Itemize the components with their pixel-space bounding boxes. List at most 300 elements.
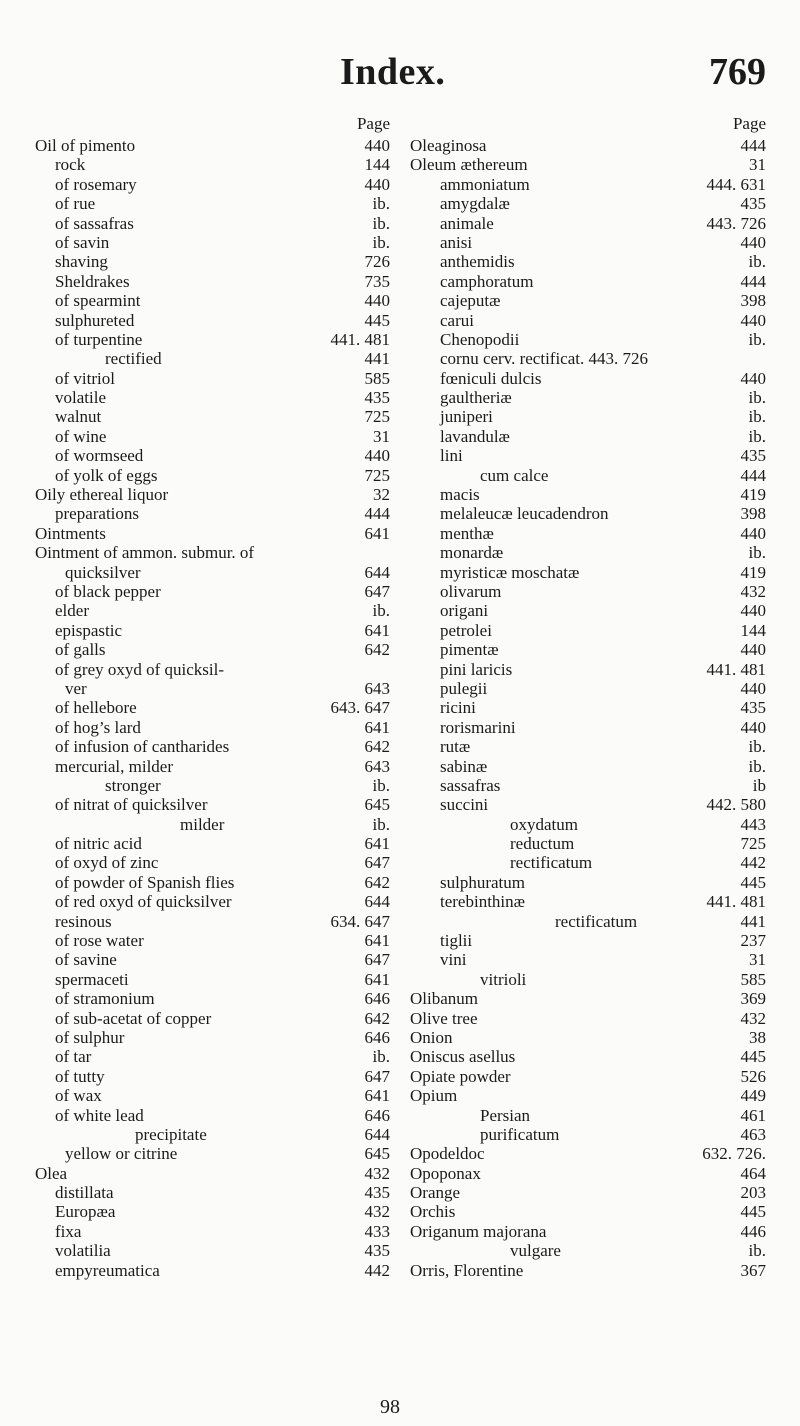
index-entry [410, 1125, 770, 1144]
index-entry [410, 1222, 770, 1241]
index-entry-term: lavandulæ [440, 426, 510, 446]
index-entry-page: 442 [740, 853, 766, 873]
index-entry-term: of stramonium [55, 989, 155, 1009]
index-entry-page: 725 [740, 834, 766, 854]
index-entry-term: Opium [410, 1086, 458, 1106]
index-entry-page: 644 [364, 892, 390, 912]
index-entry-term: of grey oxyd of quicksil- [55, 659, 225, 679]
index-entry-term: walnut [55, 407, 102, 427]
index-entry-page: ib. [748, 1241, 766, 1261]
index-entry [35, 815, 405, 834]
index-entry-page: 445 [740, 1047, 766, 1067]
index-entry-term: preparations [55, 504, 140, 524]
index-entry-term: sulphureted [55, 310, 135, 330]
index-entry-page: 441 [740, 911, 766, 931]
index-entry [35, 194, 405, 213]
index-entry-page: 419 [740, 562, 766, 582]
index-entry [35, 1047, 405, 1066]
index-entry-term: reductum [510, 834, 575, 854]
index-entry [35, 1028, 405, 1047]
index-entry [35, 582, 405, 601]
index-entry [35, 136, 405, 155]
index-entry [410, 1028, 770, 1047]
index-entry-page: 435 [740, 698, 766, 718]
index-entry-page: 646 [364, 1027, 390, 1047]
index-entry-term: Orange [410, 1183, 461, 1203]
index-entry-page: 443. 726 [706, 213, 766, 233]
index-entry [410, 407, 770, 426]
index-entry [410, 1144, 770, 1163]
index-entry-page: 642 [364, 1008, 390, 1028]
index-entry-term: succini [440, 795, 489, 815]
index-entry-term: of hellebore [55, 698, 137, 718]
index-entry [35, 407, 405, 426]
index-entry-term: Origanum majorana [410, 1221, 547, 1241]
index-entry [35, 1106, 405, 1125]
index-entry [35, 853, 405, 872]
index-entry-page: 585 [364, 368, 390, 388]
index-entry-page: ib. [372, 1047, 390, 1067]
index-entry [35, 679, 405, 698]
index-entry [35, 912, 405, 931]
index-entry-page: 433 [364, 1221, 390, 1241]
index-entry-term: menthæ [440, 523, 494, 543]
index-entry [35, 563, 405, 582]
index-entry-term: Oil of pimento [35, 136, 136, 155]
index-entry-page: 643 [364, 678, 390, 698]
index-entry-page: 440 [364, 291, 390, 311]
index-entry-page: 419 [740, 485, 766, 505]
index-entry-page: 369 [740, 989, 766, 1009]
index-entry-page: 38 [749, 1027, 766, 1047]
index-entry-page: 444 [740, 465, 766, 485]
index-entry-term: of rue [55, 194, 96, 214]
index-entry-page: 31 [749, 950, 766, 970]
index-entry-page: 647 [364, 1066, 390, 1086]
index-entry-page: 237 [740, 931, 766, 951]
index-entry [410, 175, 770, 194]
index-entry [410, 272, 770, 291]
index-entry-page: 632. 726. [702, 1144, 766, 1164]
index-entry [35, 1125, 405, 1144]
index-entry [35, 466, 405, 485]
index-entry-term: sabinæ [440, 756, 488, 776]
index-entry-term: of sassafras [55, 213, 134, 233]
index-entry [410, 660, 770, 679]
index-entry [35, 970, 405, 989]
index-entry-term: lini [440, 446, 463, 466]
index-entry-page: 432 [740, 1008, 766, 1028]
index-entry-term: quicksilver [65, 562, 141, 582]
index-entry-term: ver [65, 678, 87, 698]
index-entry [410, 524, 770, 543]
index-entry-term: resinous [55, 911, 112, 931]
index-entry-page: 641 [364, 969, 390, 989]
index-entry-term: of white lead [55, 1105, 144, 1125]
index-entry-page: 463 [740, 1124, 766, 1144]
index-entry-term: Opoponax [410, 1163, 481, 1183]
index-entry-page: 440 [740, 717, 766, 737]
index-entry-page: ib. [372, 775, 390, 795]
index-entry-page: 444 [364, 504, 390, 524]
index-entry-term: gaultheriæ [440, 388, 512, 408]
index-entry-page: 440 [740, 523, 766, 543]
index-entry-term: animale [440, 213, 494, 233]
index-entry-term: of vitriol [55, 368, 115, 388]
index-entry-list [35, 136, 405, 1280]
index-entry [35, 543, 405, 562]
page-title: Index. [340, 51, 446, 93]
index-entry [35, 1164, 405, 1183]
index-entry-page: 643 [364, 756, 390, 776]
index-entry-term: Persian [480, 1105, 531, 1125]
index-entry-term: of savin [55, 232, 110, 252]
index-entry [410, 1047, 770, 1066]
index-entry [35, 892, 405, 911]
index-entry [410, 757, 770, 776]
index-entry-term: precipitate [135, 1124, 207, 1144]
index-entry-page: 441. 481 [706, 659, 766, 679]
index-entry [410, 427, 770, 446]
index-entry-page: 144 [740, 620, 766, 640]
index-entry-page: 444 [740, 271, 766, 291]
index-entry [410, 388, 770, 407]
page-number: 769 [709, 51, 766, 93]
index-entry-page: 31 [373, 426, 390, 446]
index-entry-page: ib. [748, 737, 766, 757]
signature-mark: 98 [380, 1396, 400, 1418]
index-entry-term: Orchis [410, 1202, 456, 1222]
index-entry [410, 1202, 770, 1221]
index-entry-page: 642 [364, 640, 390, 660]
index-entry-term: of nitrat of quicksilver [55, 795, 208, 815]
index-entry-page: ib. [748, 543, 766, 563]
index-entry [410, 679, 770, 698]
index-entry-term: carui [440, 310, 474, 330]
index-entry-term: spermaceti [55, 969, 129, 989]
index-entry-term: origani [440, 601, 489, 621]
index-entry [410, 989, 770, 1008]
index-entry-term: of infusion of cantharides [55, 737, 230, 757]
index-entry [35, 718, 405, 737]
index-entry-term: vulgare [510, 1241, 561, 1261]
index-entry-page: 432 [364, 1163, 390, 1183]
index-entry [35, 155, 405, 174]
index-entry [35, 1183, 405, 1202]
index-entry-page: 526 [740, 1066, 766, 1086]
index-entry-page: 144 [364, 155, 390, 175]
index-entry-page: ib [752, 775, 766, 795]
index-entry-term: of tar [55, 1047, 92, 1067]
index-entry [410, 718, 770, 737]
index-entry-term: sassafras [440, 775, 501, 795]
index-entry [35, 349, 405, 368]
index-entry-page: 442 [364, 1260, 390, 1280]
index-entry [35, 485, 405, 504]
index-entry [410, 155, 770, 174]
index-entry-page: 440 [740, 678, 766, 698]
index-entry-page: 435 [740, 194, 766, 214]
index-entry-page: ib. [748, 252, 766, 272]
index-entry-term: yellow or citrine [65, 1144, 178, 1164]
index-entry [410, 466, 770, 485]
index-entry-page: 643. 647 [330, 698, 390, 718]
index-entry-page: ib. [372, 213, 390, 233]
index-entry-term: volatilia [55, 1241, 111, 1261]
index-entry-term: olivarum [440, 581, 502, 601]
index-entry-term: of sulphur [55, 1027, 125, 1047]
index-entry-term: terebinthinæ [440, 892, 525, 912]
index-entry [35, 931, 405, 950]
index-entry-term: Opodeldoc [410, 1144, 485, 1164]
index-entry-page: 440 [740, 310, 766, 330]
index-entry-page: 642 [364, 737, 390, 757]
index-entry [35, 504, 405, 523]
index-entry-term: purificatum [480, 1124, 560, 1144]
index-entry [35, 795, 405, 814]
index-entry-page: 449 [740, 1086, 766, 1106]
index-entry-page: 446 [740, 1221, 766, 1241]
index-entry-page: 435 [740, 446, 766, 466]
index-entry [410, 485, 770, 504]
index-entry [35, 989, 405, 1008]
index-entry-page: 641 [364, 834, 390, 854]
index-entry-term: Onion [410, 1027, 453, 1047]
index-entry-term: cornu cerv. rectificat. 443. 726 [440, 349, 649, 369]
index-entry-page: 445 [740, 872, 766, 892]
index-entry-page: 442. 580 [706, 795, 766, 815]
index-entry [35, 233, 405, 252]
index-entry-page: 398 [740, 504, 766, 524]
index-entry-page: ib. [748, 388, 766, 408]
index-entry-page: 641 [364, 717, 390, 737]
index-entry-term: of yolk of eggs [55, 465, 158, 485]
index-entry-term: rectificatum [510, 853, 593, 873]
index-entry-page: 443 [740, 814, 766, 834]
index-entry-page: ib. [372, 194, 390, 214]
index-entry-term: sulphuratum [440, 872, 525, 892]
index-entry [35, 175, 405, 194]
index-entry [35, 776, 405, 795]
index-entry-page: 641 [364, 931, 390, 951]
index-entry [410, 1009, 770, 1028]
index-entry-page: 440 [364, 136, 390, 155]
index-entry-term: of wormseed [55, 446, 144, 466]
index-entry [35, 1222, 405, 1241]
index-entry-term: camphoratum [440, 271, 534, 291]
index-entry [410, 1261, 770, 1280]
index-entry [410, 349, 770, 368]
index-entry [35, 660, 405, 679]
index-entry-page: 203 [740, 1183, 766, 1203]
index-entry [35, 388, 405, 407]
index-entry-page: ib. [372, 601, 390, 621]
index-entry-page: 646 [364, 1105, 390, 1125]
index-entry [35, 1086, 405, 1105]
index-entry-term: Olibanum [410, 989, 478, 1009]
index-entry [35, 524, 405, 543]
index-entry-page: 646 [364, 989, 390, 1009]
index-entry [35, 1261, 405, 1280]
index-entry-page: 440 [740, 601, 766, 621]
index-entry-page: 444 [740, 136, 766, 155]
index-entry-term: Orris, Florentine [410, 1260, 524, 1280]
index-entry-term: Olive tree [410, 1008, 478, 1028]
index-entry-term: rectificatum [555, 911, 638, 931]
index-entry-term: stronger [105, 775, 161, 795]
index-entry-term: of turpentine [55, 329, 143, 349]
index-entry-page: 725 [364, 407, 390, 427]
index-entry [35, 698, 405, 717]
index-entry-term: Olea [35, 1163, 68, 1183]
index-entry [410, 815, 770, 834]
index-entry-term: of sub-acetat of copper [55, 1008, 212, 1028]
index-entry [410, 214, 770, 233]
index-entry [35, 757, 405, 776]
index-entry [35, 427, 405, 446]
index-entry [35, 252, 405, 271]
index-entry [35, 621, 405, 640]
index-entry [35, 291, 405, 310]
index-column-left [35, 114, 405, 1280]
index-entry [410, 369, 770, 388]
index-entry-term: of savine [55, 950, 117, 970]
index-entry-page: 641 [364, 523, 390, 543]
index-entry [410, 621, 770, 640]
index-column-right [410, 114, 770, 1280]
index-entry [410, 737, 770, 756]
index-entry [410, 853, 770, 872]
index-entry-term: oxydatum [510, 814, 578, 834]
index-entry-page: 644 [364, 1124, 390, 1144]
index-entry-page: 31 [749, 155, 766, 175]
index-entry-page: 435 [364, 1183, 390, 1203]
index-entry-page: 445 [364, 310, 390, 330]
index-entry-term: vini [440, 950, 467, 970]
index-entry-term: volatile [55, 388, 106, 408]
index-entry [410, 776, 770, 795]
index-entry [410, 795, 770, 814]
index-entry-page: 440 [364, 446, 390, 466]
index-entry-term: of rosemary [55, 174, 137, 194]
page-header [0, 50, 800, 100]
index-entry [35, 737, 405, 756]
index-entry [410, 970, 770, 989]
index-entry-term: monardæ [440, 543, 504, 563]
index-entry-term: of black pepper [55, 581, 161, 601]
index-entry [35, 369, 405, 388]
index-entry-page: ib. [748, 426, 766, 446]
index-entry-page: 644 [364, 562, 390, 582]
index-entry-page: 440 [364, 174, 390, 194]
index-entry [410, 1164, 770, 1183]
index-entry-term: of rose water [55, 931, 144, 951]
column-page-heading: Page [732, 114, 766, 133]
index-entry [35, 950, 405, 969]
index-entry-page: 432 [364, 1202, 390, 1222]
index-entry [35, 1202, 405, 1221]
index-entry-term: rectified [105, 349, 162, 369]
index-entry-page: 642 [364, 872, 390, 892]
index-entry-page: 432 [740, 581, 766, 601]
index-entry-term: of galls [55, 640, 106, 660]
index-entry-page: 735 [364, 271, 390, 291]
index-entry-page: 461 [740, 1105, 766, 1125]
index-entry-term: of wax [55, 1086, 102, 1106]
index-entry [35, 1009, 405, 1028]
index-entry-term: Ointment of ammon. submur. of [35, 543, 255, 563]
index-entry-term: of powder of Spanish flies [55, 872, 235, 892]
index-entry [410, 698, 770, 717]
index-entry [410, 873, 770, 892]
index-entry [35, 834, 405, 853]
index-entry [410, 563, 770, 582]
index-entry-term: melaleucæ leucadendron [440, 504, 609, 524]
index-entry-term: juniperi [440, 407, 493, 427]
index-entry [410, 931, 770, 950]
index-entry-page: 440 [740, 368, 766, 388]
index-entry-term: Oily ethereal liquor [35, 485, 169, 505]
index-entry [410, 194, 770, 213]
index-entry [35, 1067, 405, 1086]
index-entry-term: anthemidis [440, 252, 515, 272]
index-entry-term: of tutty [55, 1066, 105, 1086]
index-entry-page: 444. 631 [706, 174, 766, 194]
index-entry [410, 1183, 770, 1202]
index-entry-page: 435 [364, 1241, 390, 1261]
index-entry-term: of hog’s lard [55, 717, 141, 737]
index-entry-term: ricini [440, 698, 476, 718]
index-entry [410, 446, 770, 465]
index-entry [410, 950, 770, 969]
index-entry [410, 582, 770, 601]
index-entry-page: 464 [740, 1163, 766, 1183]
index-entry [410, 136, 770, 155]
index-entry [410, 892, 770, 911]
index-entry-term: amygdalæ [440, 194, 510, 214]
index-entry-page: 441 [364, 349, 390, 369]
index-entry-term: Europæa [55, 1202, 116, 1222]
index-entry-page: 440 [740, 640, 766, 660]
index-entry-term: shaving [55, 252, 108, 272]
index-entry [35, 311, 405, 330]
index-entry-page: 398 [740, 291, 766, 311]
index-entry-term: elder [55, 601, 89, 621]
index-entry-term: mercurial, milder [55, 756, 174, 776]
index-entry [410, 601, 770, 620]
index-entry-term: distillata [55, 1183, 114, 1203]
index-entry-term: of oxyd of zinc [55, 853, 159, 873]
index-entry-page: 367 [740, 1260, 766, 1280]
index-entry-term: of red oxyd of quicksilver [55, 892, 232, 912]
index-entry [410, 834, 770, 853]
index-entry-term: Oniscus asellus [410, 1047, 516, 1067]
index-entry-page: ib. [748, 407, 766, 427]
index-entry-term: Opiate powder [410, 1066, 511, 1086]
index-entry-term: myristicæ moschatæ [440, 562, 580, 582]
index-entry [410, 291, 770, 310]
index-entry [35, 446, 405, 465]
index-entry-page: 645 [364, 795, 390, 815]
index-entry-page: 647 [364, 581, 390, 601]
index-entry-term: Oleaginosa [410, 136, 487, 155]
index-entry [35, 1241, 405, 1260]
index-entry-page: ib. [372, 814, 390, 834]
index-entry-term: Sheldrakes [55, 271, 130, 291]
index-entry [35, 214, 405, 233]
index-entry-term: anisi [440, 232, 473, 252]
index-entry-term: tiglii [440, 931, 473, 951]
